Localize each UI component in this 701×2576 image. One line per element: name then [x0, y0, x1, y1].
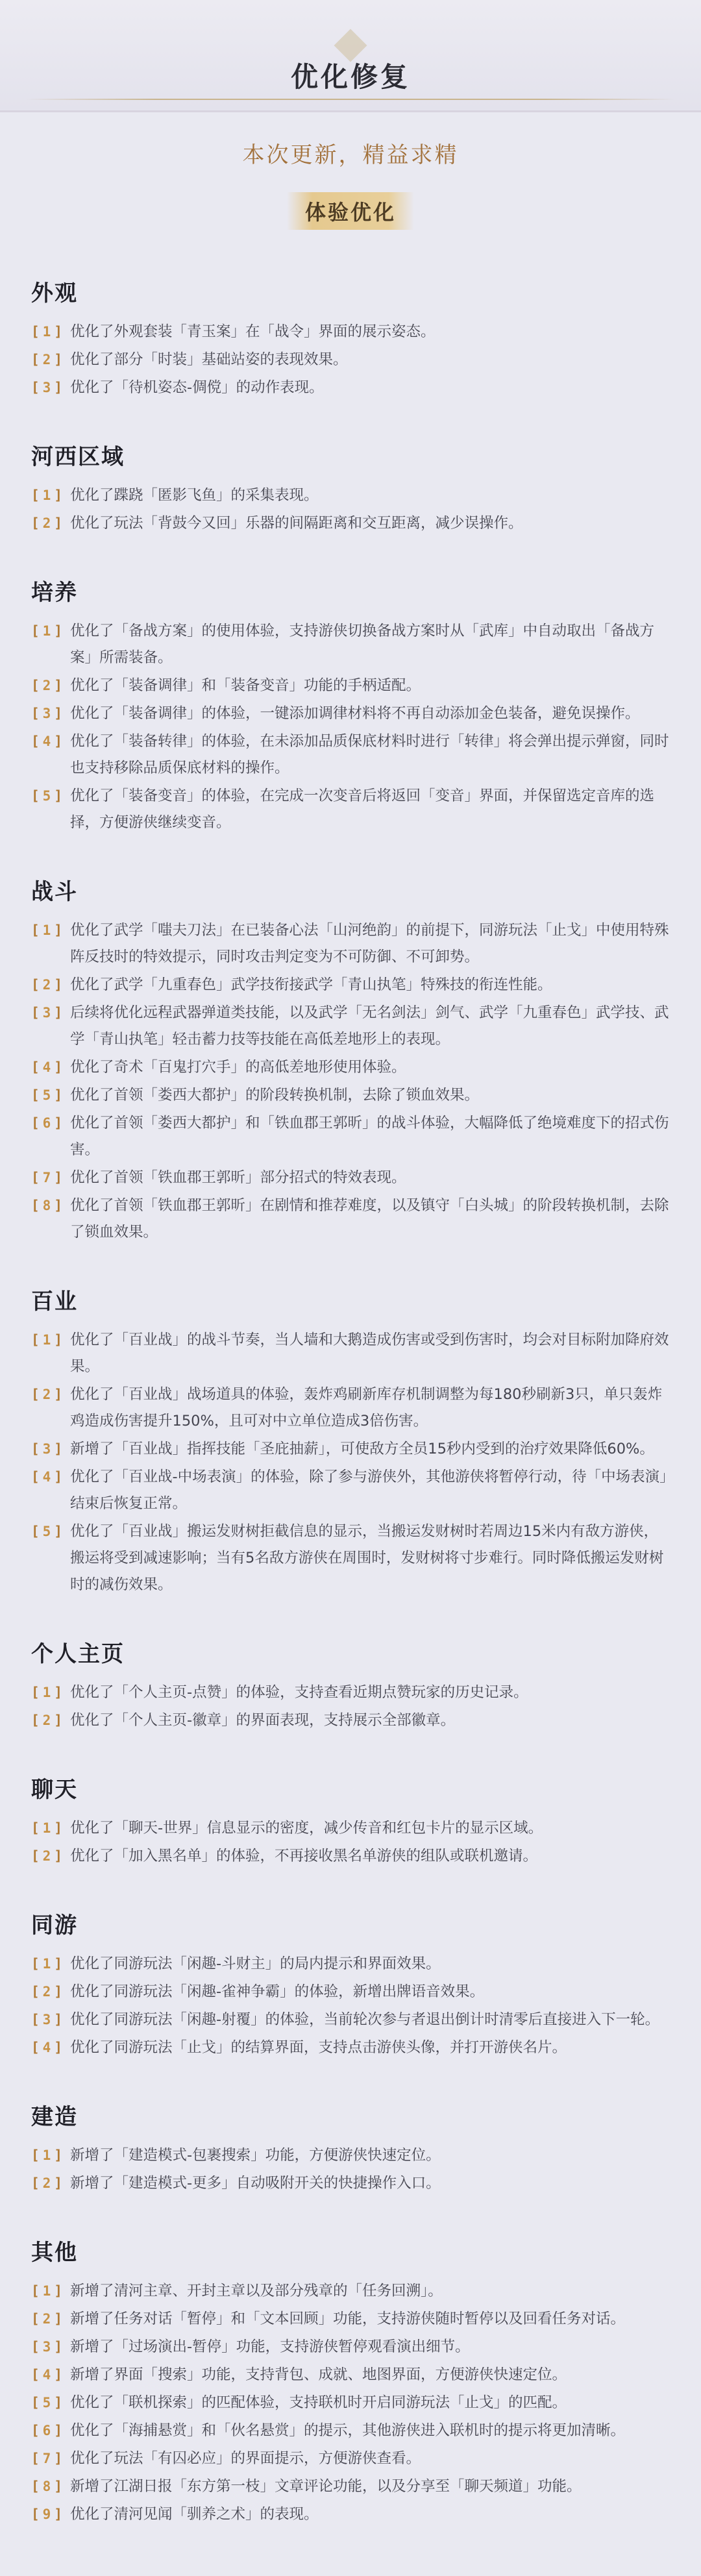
item-number: [ 5 ]	[31, 1087, 63, 1103]
item-number: [ 1 ]	[31, 1956, 63, 1972]
item-text: 优化了玩法「有囚必应」的界面提示，方便游侠查看。	[70, 2450, 421, 2467]
list-item	[31, 673, 670, 699]
list-item	[31, 1436, 670, 1463]
item-text: 新增了界面「搜索」功能，支持背包、成就、地图界面，方便游侠快速定位。	[70, 2366, 567, 2383]
section	[31, 874, 670, 1246]
section	[31, 575, 670, 836]
list-item	[31, 917, 670, 971]
item-text: 优化了「装备变音」的体验，在完成一次变音后将返回「变音」界面，并保留选定音库的选择，方便游侠继续变音。	[70, 787, 655, 831]
list-item	[31, 347, 670, 373]
item-text: 新增了「建造模式-包裹搜索」功能，方便游侠快速定位。	[70, 2147, 441, 2164]
item-number: [ 5 ]	[31, 1524, 63, 1539]
list-item	[31, 700, 670, 727]
item-number: [ 1 ]	[31, 488, 63, 503]
list-item	[31, 2390, 670, 2416]
item-text: 新增了清河主章、开封主章以及部分残章的「任务回溯」。	[70, 2283, 443, 2299]
section-title: 战斗	[31, 879, 78, 905]
list-item	[31, 375, 670, 401]
list-item	[31, 1951, 670, 1977]
list-item	[31, 2334, 670, 2360]
list-item	[31, 1464, 670, 1517]
list-item	[31, 1193, 670, 1246]
item-text: 优化了「装备转律」的体验，在未添加品质保底材料时进行「转律」将会弹出提示弹窗，同时也支持移除品质保底材料的操作。	[70, 733, 669, 776]
section-title: 聊天	[31, 1777, 78, 1803]
list-item	[31, 618, 670, 671]
item-number: [ 7 ]	[31, 1170, 63, 1185]
item-number: [ 3 ]	[31, 1441, 63, 1457]
item-number: [ 2 ]	[31, 1387, 63, 1402]
list-item	[31, 1815, 670, 1842]
section	[31, 2099, 670, 2197]
item-text: 优化了「待机姿态-倜傥」的动作表现。	[70, 379, 324, 396]
list-item	[31, 2278, 670, 2305]
item-number: [ 2 ]	[31, 515, 63, 531]
list-item	[31, 2306, 670, 2333]
item-text: 新增了「建造模式-更多」自动吸附开关的快捷操作入口。	[70, 2175, 441, 2192]
item-number: [ 1 ]	[31, 324, 63, 340]
item-text: 优化了奇术「百鬼打穴手」的高低差地形使用体验。	[70, 1059, 406, 1076]
list-item	[31, 972, 670, 998]
item-number: [ 6 ]	[31, 2423, 63, 2438]
list-item	[31, 1165, 670, 1191]
header-banner	[0, 0, 701, 112]
item-number: [ 3 ]	[31, 2012, 63, 2027]
item-text: 优化了「百业战」搬运发财树拒截信息的显示，当搬运发财树时若周边15米内有敌方游侠，搬运将受到减速影响；当有5名敌方游侠在周围时，发财树将寸步难行。同时降低搬运发财树时的减伤效果。	[70, 1523, 664, 1593]
item-text: 优化了武学「嗤夫刀法」在已装备心法「山河绝韵」的前提下，同游玩法「止戈」中使用特殊阵反技时的特效提示，同时攻击判定变为不可防御、不可卸势。	[70, 922, 669, 965]
section-title: 河西区域	[31, 444, 125, 470]
item-text: 优化了「装备调律」的体验，一键添加调律材料将不再自动添加金色装备，避免误操作。	[70, 705, 640, 722]
item-text: 优化了首领「娄西大都护」的阶段转换机制，去除了锁血效果。	[70, 1087, 480, 1104]
section	[31, 275, 670, 401]
section	[31, 1636, 670, 1734]
list-item	[31, 1110, 670, 1163]
list-item	[31, 1000, 670, 1053]
item-number: [ 7 ]	[31, 2451, 63, 2466]
list-item	[31, 728, 670, 782]
item-text: 优化了玩法「背鼓今又回」乐器的间隔距离和交互距离，减少误操作。	[70, 515, 523, 532]
item-number: [ 1 ]	[31, 1685, 63, 1700]
list-item	[31, 1082, 670, 1109]
item-number: [ 4 ]	[31, 2040, 63, 2055]
list-item	[31, 1381, 670, 1435]
list-item	[31, 1518, 670, 1598]
item-text: 优化了同游玩法「闲趣-斗财主」的局内提示和界面效果。	[70, 1955, 441, 1972]
item-text: 优化了同游玩法「闲趣-雀神争霸」的体验，新增出牌语音效果。	[70, 1983, 485, 2000]
item-text: 优化了「聊天-世界」信息显示的密度，减少传音和红包卡片的显示区域。	[70, 1820, 543, 1837]
section-title: 其他	[31, 2240, 78, 2266]
item-text: 新增了江湖日报「东方第一枝」文章评论功能，以及分享至「聊天频道」功能。	[70, 2478, 582, 2495]
item-text: 新增了「过场演出-暂停」功能，支持游侠暂停观看演出细节。	[70, 2338, 470, 2355]
list-item	[31, 1679, 670, 1706]
item-number: [ 4 ]	[31, 734, 63, 749]
list-item	[31, 1054, 670, 1081]
list-item	[31, 1843, 670, 1870]
item-number: [ 6 ]	[31, 1115, 63, 1131]
item-number: [ 2 ]	[31, 2311, 63, 2327]
item-number: [ 2 ]	[31, 1713, 63, 1728]
item-text: 优化了「个人主页-徽章」的界面表现，支持展示全部徽章。	[70, 1712, 456, 1729]
list-item	[31, 2170, 670, 2197]
item-number: [ 1 ]	[31, 2283, 63, 2299]
list-item	[31, 2007, 670, 2033]
item-number: [ 1 ]	[31, 623, 63, 639]
item-number: [ 1 ]	[31, 2148, 63, 2163]
list-item	[31, 1707, 670, 1734]
item-text: 优化了同游玩法「止戈」的结算界面，支持点击游侠头像，并打开游侠名片。	[70, 2039, 567, 2056]
item-text: 优化了首领「铁血郡王郭昕」部分招式的特效表现。	[70, 1169, 406, 1186]
section	[31, 2235, 670, 2528]
page-title: 优化修复	[290, 61, 410, 93]
section-title: 个人主页	[31, 1641, 125, 1667]
item-text: 优化了武学「九重春色」武学技衔接武学「青山执笔」特殊技的衔连性能。	[70, 976, 552, 993]
section	[31, 1283, 670, 1598]
section	[31, 1772, 670, 1870]
section-title: 同游	[31, 1913, 78, 1938]
item-text: 优化了部分「时装」基础站姿的表现效果。	[70, 351, 348, 368]
item-number: [ 5 ]	[31, 788, 63, 804]
category-badge: 体验优化	[287, 192, 414, 230]
item-text: 优化了首领「铁血郡王郭昕」在剧情和推荐难度，以及镇守「白头城」的阶段转换机制，去除了锁血效果。	[70, 1197, 669, 1241]
item-number: [ 2 ]	[31, 1984, 63, 2000]
item-text: 优化了外观套装「青玉案」在「战令」界面的展示姿态。	[70, 323, 436, 340]
item-number: [ 8 ]	[31, 1198, 63, 1213]
item-number: [ 2 ]	[31, 352, 63, 367]
list-item	[31, 2446, 670, 2472]
item-text: 优化了清河见闻「驯养之术」的表现。	[70, 2506, 319, 2523]
item-number: [ 1 ]	[31, 923, 63, 938]
item-text: 后续将优化远程武器弹道类技能，以及武学「无名剑法」剑气、武学「九重春色」武学技、武学「青山执笔」轻击蓄力技等技能在高低差地形上的表现。	[70, 1004, 669, 1048]
item-text: 优化了「百业战」的战斗节奏，当人墙和大鹅造成伤害或受到伤害时，均会对目标附加降府效果。	[70, 1331, 669, 1375]
item-text: 优化了「备战方案」的使用体验，支持游侠切换备战方案时从「武库」中自动取出「备战方案」所需装备。	[70, 623, 655, 666]
item-text: 优化了蹀跷「匿影飞鱼」的采集表现。	[70, 487, 319, 504]
section	[31, 439, 670, 537]
content-area	[0, 275, 701, 2528]
item-number: [ 4 ]	[31, 1469, 63, 1485]
item-text: 优化了同游玩法「闲趣-射覆」的体验，当前轮次参与者退出倒计时清零后直接进入下一轮。	[70, 2011, 660, 2028]
list-item	[31, 2142, 670, 2169]
item-number: [ 2 ]	[31, 2175, 63, 2191]
item-number: [ 1 ]	[31, 1820, 63, 1836]
page-subtitle: 本次更新，精益求精	[242, 142, 459, 168]
section-title: 培养	[31, 580, 78, 606]
list-item	[31, 510, 670, 537]
item-text: 新增了「百业战」指挥技能「圣庇抽薪」，可使敌方全员15秒内受到的治疗效果降低60%。	[70, 1441, 654, 1457]
item-number: [ 2 ]	[31, 678, 63, 693]
section-title: 外观	[31, 280, 78, 306]
list-item	[31, 2418, 670, 2444]
section	[31, 1907, 670, 2061]
item-text: 优化了「加入黑名单」的体验，不再接收黑名单游侠的组队或联机邀请。	[70, 1848, 538, 1864]
section-title: 建造	[31, 2104, 78, 2130]
item-text: 优化了首领「娄西大都护」和「铁血郡王郭昕」的战斗体验，大幅降低了绝境难度下的招式伤害。	[70, 1115, 669, 1158]
item-number: [ 3 ]	[31, 2339, 63, 2355]
list-item	[31, 783, 670, 836]
item-number: [ 4 ]	[31, 1059, 63, 1075]
item-number: [ 9 ]	[31, 2507, 63, 2522]
item-text: 优化了「百业战」战场道具的体验，轰炸鸡刷新库存机制调整为每180秒刷新3只，单只轰炸鸡造成伤害提升150%，且可对中立单位造成3倍伤害。	[70, 1386, 663, 1430]
item-number: [ 1 ]	[31, 1332, 63, 1348]
list-item	[31, 482, 670, 509]
item-text: 优化了「海捕悬赏」和「伙名悬赏」的提示，其他游侠进入联机时的提示将更加清晰。	[70, 2422, 626, 2439]
divider	[26, 99, 675, 100]
item-number: [ 3 ]	[31, 380, 63, 395]
item-text: 优化了「联机探索」的匹配体验，支持联机时开启同游玩法「止戈」的匹配。	[70, 2394, 567, 2411]
list-item	[31, 2473, 670, 2500]
section-title: 百业	[31, 1289, 78, 1315]
item-number: [ 2 ]	[31, 977, 63, 993]
item-number: [ 3 ]	[31, 706, 63, 721]
list-item	[31, 2035, 670, 2061]
item-number: [ 5 ]	[31, 2395, 63, 2410]
item-number: [ 4 ]	[31, 2367, 63, 2383]
list-item	[31, 1327, 670, 1380]
list-item	[31, 2362, 670, 2388]
item-text: 优化了「百业战-中场表演」的体验，除了参与游侠外，其他游侠将暂停行动，待「中场表演」结束后恢复正常。	[70, 1468, 667, 1512]
item-number: [ 3 ]	[31, 1005, 63, 1021]
item-number: [ 2 ]	[31, 1848, 63, 1864]
item-text: 新增了任务对话「暂停」和「文本回顾」功能，支持游侠随时暂停以及回看任务对话。	[70, 2310, 626, 2327]
item-text: 优化了「装备调律」和「装备变音」功能的手柄适配。	[70, 677, 421, 694]
item-number: [ 8 ]	[31, 2479, 63, 2494]
item-text: 优化了「个人主页-点赞」的体验，支持查看近期点赞玩家的历史记录。	[70, 1684, 528, 1701]
list-item	[31, 1979, 670, 2005]
list-item	[31, 319, 670, 345]
list-item	[31, 2501, 670, 2528]
